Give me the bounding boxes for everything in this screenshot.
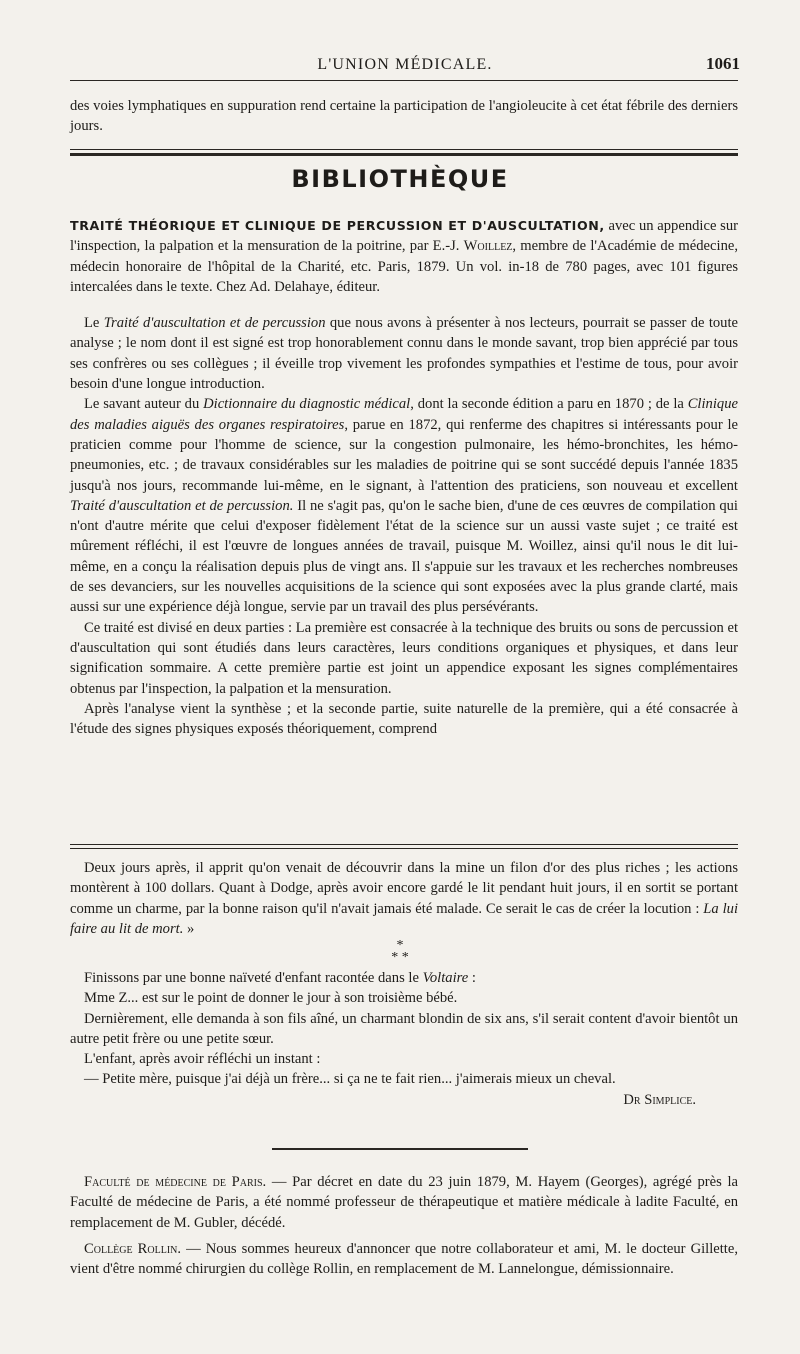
book-desc-1: avec un appendice sur l'inspection, la palpation et la mensuration de la poitrine, par E.-J. bbox=[70, 218, 738, 255]
news-section bbox=[70, 1172, 738, 1279]
f2-b: : bbox=[468, 970, 476, 986]
review-paragraph-2 bbox=[70, 394, 738, 617]
p2-b: , dont la seconde édition a paru en 1870 ; de la bbox=[410, 396, 688, 413]
news-item-1 bbox=[70, 1172, 738, 1233]
f1-italic: La lui faire au lit de mort. bbox=[70, 900, 738, 937]
p1-b: que nous avons à présenter à nos lecteurs, pourrait se passer de toute analyse ; le nom dont il est signé est trop honorablement connu dans le monde savant, trop bien apprécié par tous ses confrères ou ses collègues ; il éveille trop vivement les profondes sympathies et l'estime de tous, pour avoir besoin d'une longue introduction. bbox=[70, 315, 739, 393]
journal-title: L'UNION MÉDICALE. bbox=[317, 56, 493, 73]
section-rule-thick bbox=[70, 153, 738, 156]
p2-d: Il ne s'agit pas, qu'on le sache bien, d'une de ces œuvres de compilation qui n'ont d'autre mérite que celui d'exposer fidèlement l'état de la science sur un aussi vaste sujet ; ce traité est mûrement réfléchi, il est l'œuvre de longues années de travail, puisque M. Woillez, ainsi qu'il nous le dit lui-même, en a conçu la réalisation depuis plus de vingt ans. Il s'appuie sur les travaux et les recherches nombreuses de ses devanciers, sur les nouvelles acquisitions de la science qui sont exposées avec la plus grande clarté, mais aussi sur une expérience déjà longue, servie par un travail des plus persévérants. bbox=[70, 497, 738, 616]
book-citation bbox=[70, 216, 738, 297]
running-header bbox=[70, 50, 740, 74]
news-divider bbox=[272, 1148, 528, 1150]
news-item-2-label: Collège Rollin. bbox=[84, 1240, 182, 1257]
p2-c: , parue en 1872, qui renferme des chapitres si intéressants pour le praticien comme pour l'homme de science, sur la congestion pulmonaire, les hémo-bronchites, les hémo-pneumonies, etc. ; de travaux considérables sur les maladies de poitrine qui se sont succédé depuis l'année 1835 jusqu'à nos jours, recommande lui-même, en le signant, à l'attention des praticiens, son nouveau et excellent bbox=[70, 416, 738, 494]
review-paragraph-3: Ce traité est divisé en deux parties : La première est consacrée à la technique des bruits ou sons de percussion et d'auscultation qui sont étudiés dans leurs caractères, leurs conditions organiques et physiques, et dans leur signification sommaire. A cette première partie est joint un appendice exposant les signes complémentaires obtenus par l'inspection, la palpation et la mensuration. bbox=[70, 619, 738, 697]
section-rule-top bbox=[70, 149, 738, 150]
p2-italic-1: Dictionnaire du diagnostic médical bbox=[203, 396, 411, 413]
review-body bbox=[70, 216, 738, 739]
feuilleton-paragraph-3: Mme Z... est sur le point de donner le jour à son troisième bébé. bbox=[84, 990, 458, 1007]
feuilleton-rule-2 bbox=[70, 848, 738, 849]
p1-a: Le bbox=[84, 315, 104, 332]
p2-a: Le savant auteur du bbox=[84, 396, 204, 413]
feuilleton-body bbox=[70, 968, 738, 1110]
f1-a: Deux jours après, il apprit qu'on venait de découvrir dans la mine un filon d'or des plus riches ; les actions montèrent à 100 dollars. Quant à Dodge, après avoir encore gardé le lit pendant huit jours, il en sortit se portant comme un charme, par la bonne raison qu'il n'avait jamais été malade. Ce serait le cas de créer la locution : bbox=[70, 860, 738, 917]
news-item-1-label: Faculté de médecine de Paris. bbox=[84, 1174, 267, 1190]
intro-text: des voies lymphatiques en suppuration rend certaine la participation de l'angioleucite à cet état fébrile des derniers jours. bbox=[70, 98, 738, 135]
book-desc-2: , membre de l'Académie de médecine, médecin honoraire de l'hôpital de la Charité, etc. Paris, 1879. Un vol. in-18 de 780 pages, avec 101 figures intercalées dans le texte. Chez Ad. Delahaye, éditeur. bbox=[70, 238, 738, 295]
news-item-2 bbox=[70, 1239, 738, 1280]
feuilleton-paragraph-6: — Petite mère, puisque j'ai déjà un frère... si ça ne te fait rien... j'aimerais mieux un cheval. bbox=[84, 1071, 616, 1088]
p1-italic: Traité d'auscultation et de percussion bbox=[103, 315, 326, 332]
book-author: Woillez bbox=[463, 238, 513, 255]
feuilleton-top bbox=[70, 858, 738, 939]
feuilleton-rule-1 bbox=[70, 844, 738, 845]
review-paragraph-4: Après l'analyse vient la synthèse ; et la seconde partie, suite naturelle de la première, qui a été consacrée à l'étude des signes physiques exposés théoriquement, comprend bbox=[70, 700, 738, 738]
section-break-stars bbox=[0, 940, 800, 964]
feuilleton-paragraph-4: Dernièrement, elle demanda à son fils aîné, un charmant blondin de six ans, s'il serait content d'avoir bientôt un autre petit frère ou une petite sœur. bbox=[70, 1010, 738, 1047]
f2-italic: Voltaire bbox=[422, 970, 469, 986]
star-top: * bbox=[396, 938, 404, 953]
f1-b: » bbox=[183, 920, 195, 937]
p2-italic-2: Clinique des maladies aiguës des organes respiratoires bbox=[70, 396, 738, 433]
news-item-2-text: — Nous sommes heureux d'annoncer que notre collaborateur et ami, M. le docteur Gillette, vient d'être nommé chirurgien du collège Rollin, en remplacement de M. Lannelongue, démissionnaire. bbox=[70, 1240, 738, 1278]
signature: Dr Simplice. bbox=[623, 1091, 696, 1108]
header-rule bbox=[70, 80, 738, 81]
news-item-1-text: — Par décret en date du 23 juin 1879, M. Hayem (Georges), agrégé près la Faculté de médecine de Paris, a été nommé professeur de thérapeutique et matière médicale à ladite Faculté, en remplacement de M. Gubler, décédé. bbox=[70, 1174, 738, 1231]
p2-italic-3: Traité d'auscultation et de percussion. bbox=[70, 497, 294, 514]
feuilleton-paragraph-1 bbox=[70, 858, 738, 939]
feuilleton-paragraph-2 bbox=[70, 968, 738, 988]
star-row: * * bbox=[391, 950, 409, 965]
book-title: TRAITÉ THÉORIQUE ET CLINIQUE DE PERCUSSION ET D'AUSCULTATION, bbox=[70, 218, 605, 233]
intro-paragraph bbox=[70, 96, 738, 137]
review-paragraph-1 bbox=[70, 313, 738, 394]
section-heading: BIBLIOTHÈQUE bbox=[291, 165, 509, 193]
feuilleton-paragraph-5: L'enfant, après avoir réfléchi un instant : bbox=[84, 1051, 321, 1068]
page-number: 1061 bbox=[706, 54, 740, 73]
f2-a: Finissons par une bonne naïveté d'enfant racontée dans le bbox=[84, 970, 423, 986]
